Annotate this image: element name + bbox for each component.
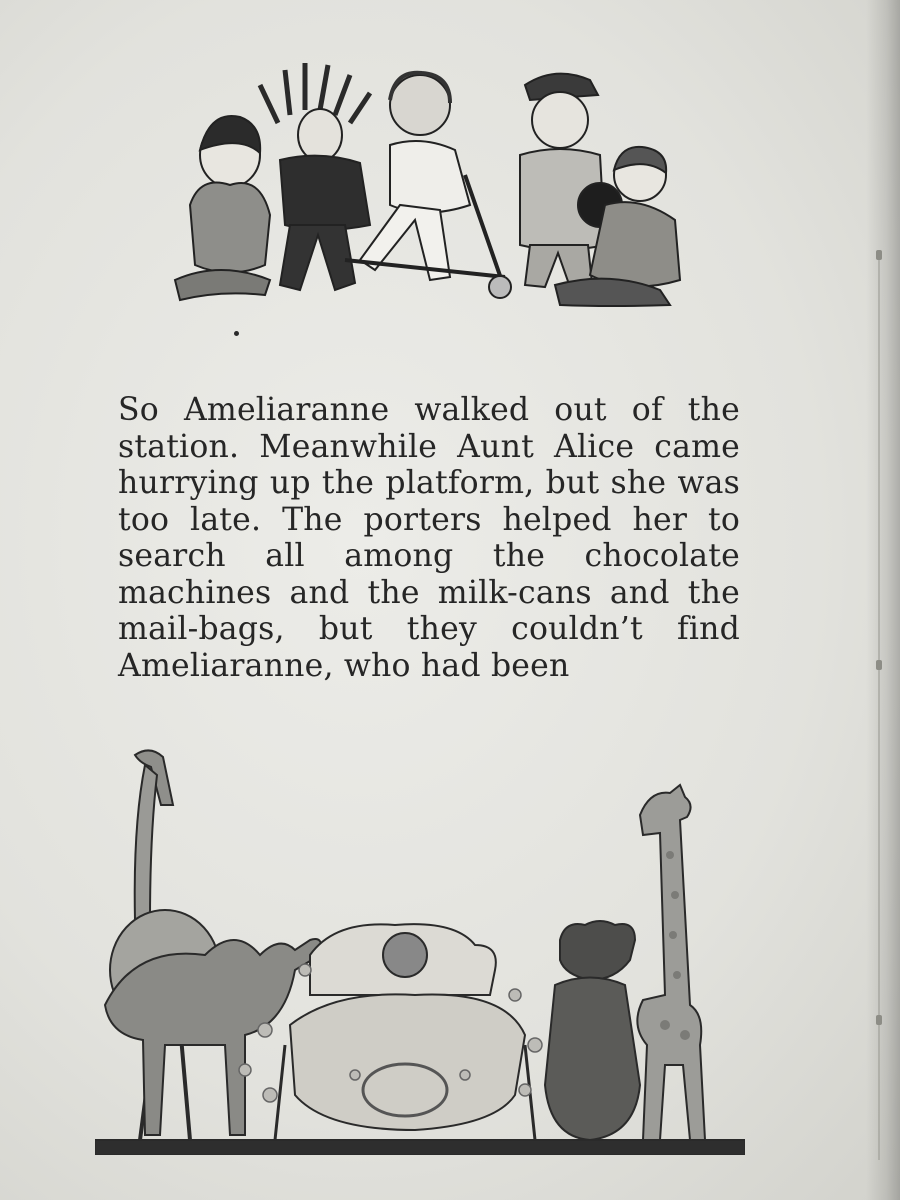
- children-with-scooter-illustration: [160, 55, 700, 325]
- story-paragraph: So Ameliaranne walked out of the station. Meanwhile Aunt Alice came hurrying up the platform, but she was too late. The porters helped her to search all among the chocolate machines and the milk-cans and the mail-bags, but they couldn’t find Ameliaranne, who had been: [118, 392, 740, 684]
- binding-stitch: [876, 1015, 882, 1025]
- ink-dot: [234, 331, 239, 336]
- page-gutter-shadow: [866, 0, 900, 1200]
- binding-stitch: [876, 250, 882, 260]
- binding-thread: [878, 260, 880, 1160]
- animals-around-bed-illustration: [95, 745, 745, 1155]
- binding-stitch: [876, 660, 882, 670]
